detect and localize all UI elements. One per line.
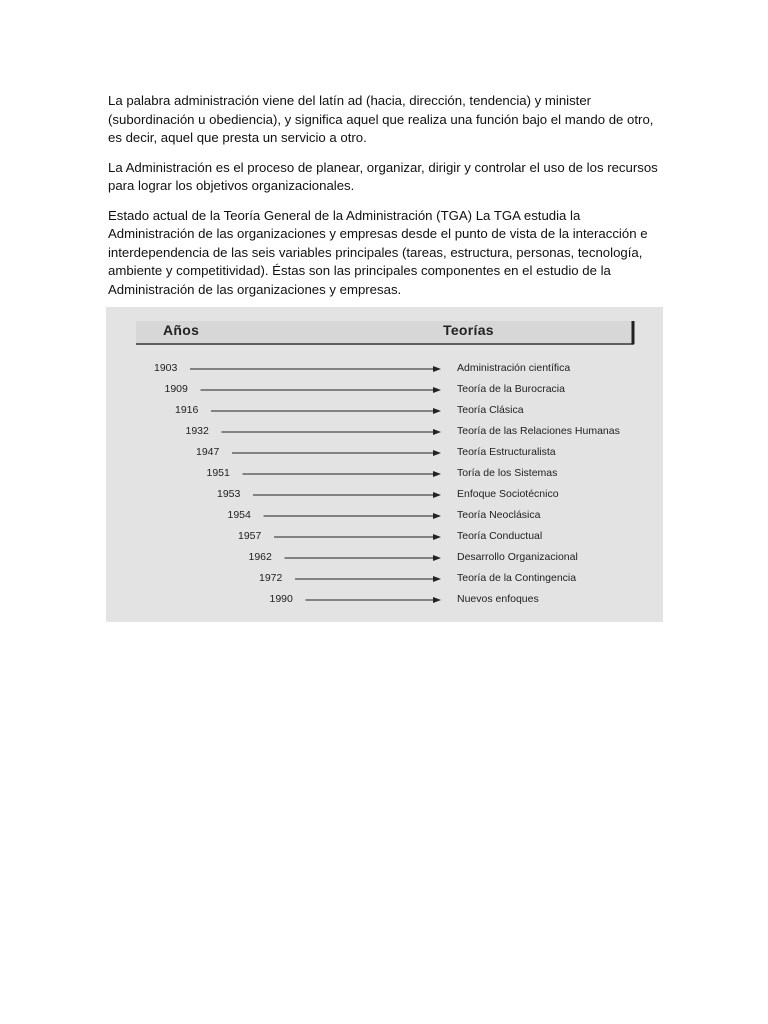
- timeline-year: 1954: [227, 509, 251, 521]
- timeline-theory: Teoría Neoclásica: [457, 509, 541, 521]
- timeline-arrow-head: [433, 408, 441, 414]
- timeline-theory: Teoría de la Contingencia: [457, 572, 577, 584]
- timeline-theory: Teoría Clásica: [457, 404, 524, 416]
- timeline-theory: Enfoque Sociotécnico: [457, 488, 559, 500]
- timeline-year: 1903: [154, 362, 178, 374]
- timeline-arrow-head: [433, 513, 441, 519]
- timeline-year: 1947: [196, 446, 220, 458]
- timeline-theory: Desarrollo Organizacional: [457, 551, 578, 563]
- paragraph-1: La palabra administración viene del latín ad (hacia, dirección, tendencia) y minister (subordinación u obediencia), y significa aquel que realiza una función bajo el mando de otro, es decir, aquel que presta un servicio a otro.: [108, 93, 654, 145]
- years-header: Años: [163, 322, 200, 338]
- timeline-year: 1972: [259, 572, 283, 584]
- timeline-arrow-head: [433, 597, 441, 603]
- timeline-year: 1951: [206, 467, 230, 479]
- timeline-arrow-head: [433, 576, 441, 582]
- timeline-theory: Toría de los Sistemas: [457, 467, 558, 479]
- timeline-year: 1990: [269, 593, 293, 605]
- timeline-arrow-head: [433, 429, 441, 435]
- theories-header: Teorías: [443, 322, 494, 338]
- paragraph-3: Estado actual de la Teoría General de la Administración (TGA) La TGA estudia la Administración de las organizaciones y empresas desde el punto de vista de la interacción e interdependencia de las seis variables principales (tareas, estructura, personas, tecnología, ambiente y competitividad). Éstas son las principales componentes en el estudio de la Administración de las organizaciones y empresas.: [108, 207, 648, 297]
- timeline-year: 1932: [185, 425, 209, 437]
- timeline-year: 1957: [238, 530, 262, 542]
- timeline-arrow-head: [433, 555, 441, 561]
- timeline-arrow-head: [433, 366, 441, 372]
- timeline-arrows: [190, 366, 441, 603]
- header-band: [136, 321, 634, 343]
- timeline-theory: Teoría de las Relaciones Humanas: [457, 425, 620, 437]
- timeline-theory: Teoría de la Burocracia: [457, 383, 565, 395]
- paragraph-2: La Administración es el proceso de planear, organizar, dirigir y controlar el uso de los recursos para lograr los objetivos organizacionales.: [108, 159, 658, 193]
- timeline-theory: Teoría Conductual: [457, 530, 543, 542]
- timeline-year: 1962: [248, 551, 272, 563]
- timeline-year: 1916: [175, 404, 199, 416]
- timeline-arrow-head: [433, 450, 441, 456]
- timeline-year: 1953: [217, 488, 241, 500]
- timeline-arrow-head: [433, 492, 441, 498]
- document-text: [108, 92, 664, 310]
- timeline-theory: Administración científica: [457, 362, 571, 374]
- timeline-graphics: [106, 307, 663, 622]
- timeline-theory: Teoría Estructuralista: [457, 446, 556, 458]
- timeline-arrow-head: [433, 471, 441, 477]
- timeline-arrow-head: [433, 534, 441, 540]
- theories-timeline-figure: [106, 307, 663, 622]
- timeline-arrow-head: [433, 387, 441, 393]
- timeline-year: 1909: [164, 383, 188, 395]
- timeline-theory: Nuevos enfoques: [457, 593, 539, 605]
